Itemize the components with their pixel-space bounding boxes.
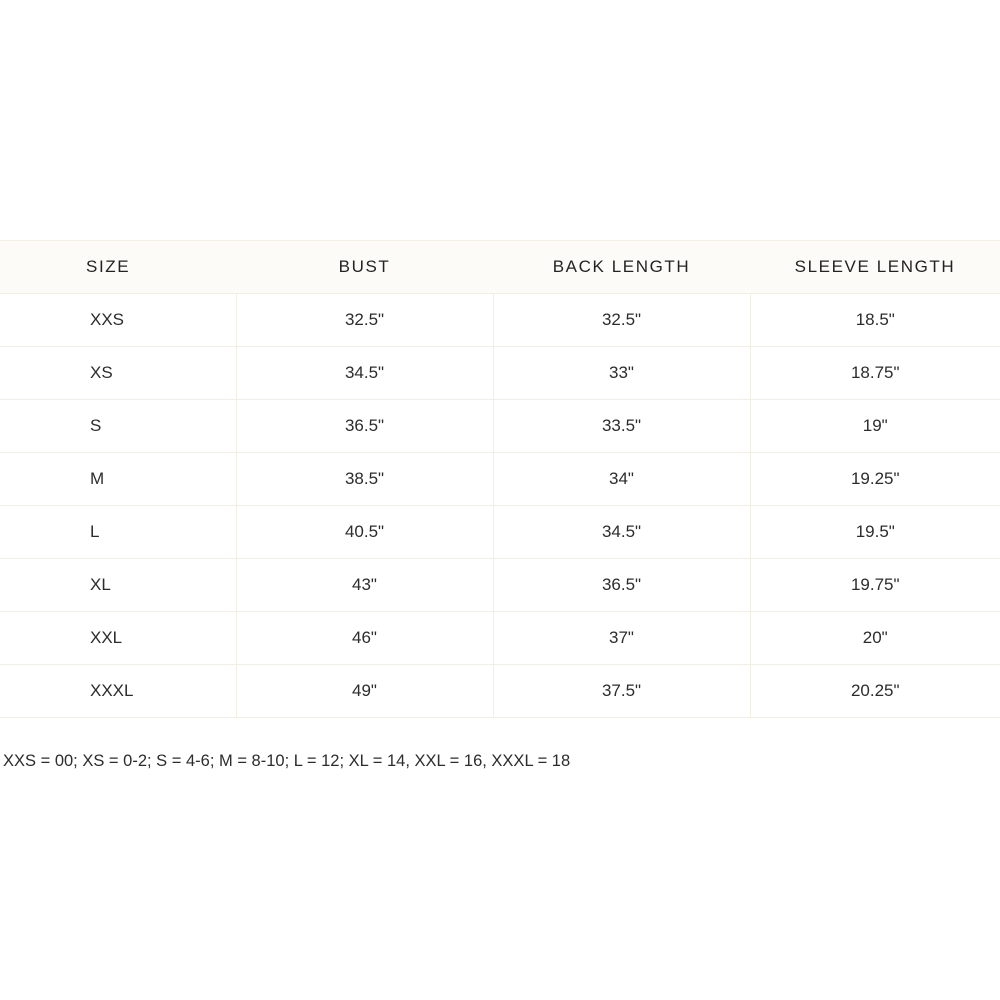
table-row bbox=[0, 559, 1000, 612]
cell-bust: 40.5" bbox=[236, 506, 493, 559]
cell-size: L bbox=[0, 506, 236, 559]
cell-back-length: 37" bbox=[493, 612, 750, 665]
cell-bust: 46" bbox=[236, 612, 493, 665]
cell-sleeve-length: 19.25" bbox=[750, 453, 1000, 506]
cell-sleeve-length: 18.5" bbox=[750, 294, 1000, 347]
cell-back-length: 33.5" bbox=[493, 400, 750, 453]
table-row bbox=[0, 347, 1000, 400]
table-header bbox=[0, 241, 1000, 294]
cell-bust: 34.5" bbox=[236, 347, 493, 400]
header-bust: BUST bbox=[236, 241, 493, 294]
cell-sleeve-length: 19.75" bbox=[750, 559, 1000, 612]
cell-bust: 36.5" bbox=[236, 400, 493, 453]
cell-sleeve-length: 19" bbox=[750, 400, 1000, 453]
table-row bbox=[0, 506, 1000, 559]
table-row bbox=[0, 294, 1000, 347]
cell-back-length: 34.5" bbox=[493, 506, 750, 559]
cell-size: XL bbox=[0, 559, 236, 612]
cell-bust: 43" bbox=[236, 559, 493, 612]
cell-bust: 32.5" bbox=[236, 294, 493, 347]
cell-size: XXXL bbox=[0, 665, 236, 718]
cell-back-length: 33" bbox=[493, 347, 750, 400]
cell-size: M bbox=[0, 453, 236, 506]
table-row bbox=[0, 400, 1000, 453]
header-sleeve-length: SLEEVE LENGTH bbox=[750, 241, 1000, 294]
header-back-length: BACK LENGTH bbox=[493, 241, 750, 294]
cell-back-length: 32.5" bbox=[493, 294, 750, 347]
cell-size: XS bbox=[0, 347, 236, 400]
cell-sleeve-length: 18.75" bbox=[750, 347, 1000, 400]
cell-size: XXL bbox=[0, 612, 236, 665]
table-row bbox=[0, 612, 1000, 665]
table-body bbox=[0, 294, 1000, 718]
cell-sleeve-length: 19.5" bbox=[750, 506, 1000, 559]
cell-back-length: 37.5" bbox=[493, 665, 750, 718]
cell-bust: 38.5" bbox=[236, 453, 493, 506]
header-row bbox=[0, 241, 1000, 294]
cell-bust: 49" bbox=[236, 665, 493, 718]
table-row bbox=[0, 453, 1000, 506]
header-size: SIZE bbox=[0, 241, 236, 294]
cell-size: S bbox=[0, 400, 236, 453]
cell-back-length: 36.5" bbox=[493, 559, 750, 612]
cell-sleeve-length: 20.25" bbox=[750, 665, 1000, 718]
size-conversion-note: XXS = 00; XS = 0-2; S = 4-6; M = 8-10; L = 12; XL = 14, XXL = 16, XXXL = 18 bbox=[3, 752, 571, 770]
cell-back-length: 34" bbox=[493, 453, 750, 506]
cell-size: XXS bbox=[0, 294, 236, 347]
cell-sleeve-length: 20" bbox=[750, 612, 1000, 665]
table-row bbox=[0, 665, 1000, 718]
size-chart-table bbox=[0, 240, 1000, 718]
